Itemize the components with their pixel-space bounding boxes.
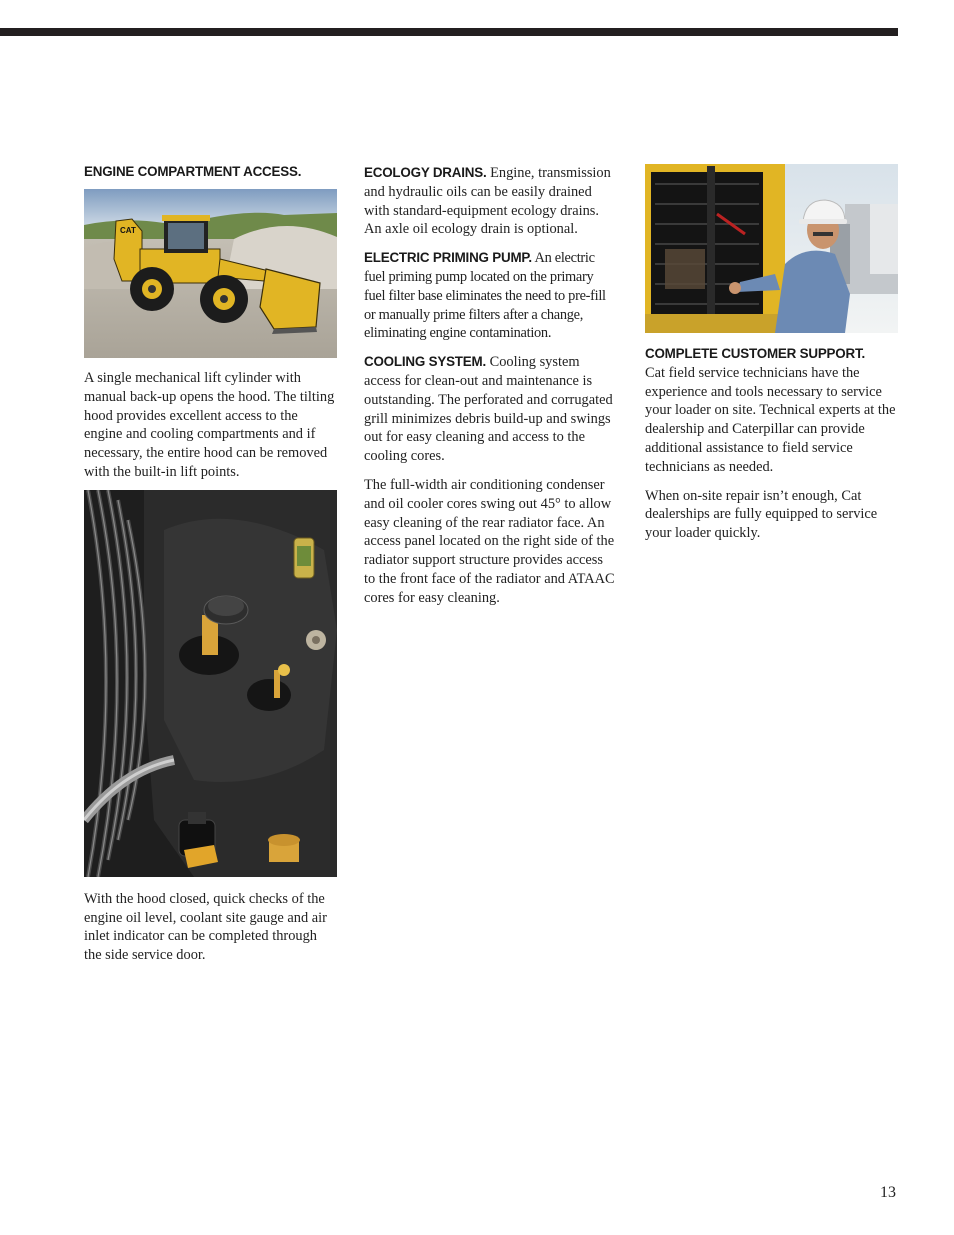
wheel-loader-photo [84,189,337,358]
column-engine-access [84,164,337,975]
engine-access-heading: ENGINE COMPARTMENT ACCESS. [84,164,302,179]
engine-access-text: A single mechanical lift cylinder with manual back-up opens the hood. The tilting hood provides excellent access to the engine and cooling compartments and if necessary, the entire hood can be removed with the built-in lift points. [84,370,335,480]
column-drains-cooling [364,164,617,618]
priming-pump-heading: ELECTRIC PRIMING PUMP. [364,250,532,266]
customer-support-text: Cat field service technicians have the experience and tools necessary to service your loader on site. Technical experts at the dealership and Caterpillar can provide additional assistance to field service technicians as needed. [645,364,896,475]
customer-support-heading: COMPLETE CUSTOMER SUPPORT. [645,346,865,361]
cooling-system-text: Cooling system access for clean-out and maintenance is outstanding. The perforated and corrugated grill minimizes debris build-up and swings out for easy cleaning and access to the cooling cores. [364,354,613,465]
cooling-system-heading: COOLING SYSTEM. [364,354,486,370]
onsite-repair-text: When on-site repair isn’t enough, Cat dealerships are fully equipped to service your loader quickly. [645,487,878,542]
ecology-drains-section [364,164,617,239]
customer-support-section [645,345,898,477]
top-rule [0,28,898,36]
cooling-system-section [364,353,617,466]
technician-photo [645,164,898,333]
priming-pump-section [364,249,617,343]
priming-pump-text: An electric fuel priming pump located on the primary fuel filter base eliminates the need to pre-fill or manually prime filters after a change, eliminating engine contamination. [364,250,606,342]
side-door-text: With the hood closed, quick checks of the engine oil level, coolant site gauge and air inlet indicator can be completed through the side service door. [84,890,327,964]
ecology-drains-text: Engine, transmission and hydraulic oils can be easily drained with standard-equipment ecology drains. An axle oil ecology drain is optional. [364,165,611,238]
loader-logo: CAT [120,226,136,235]
column-customer-support [645,164,898,553]
engine-service-photo [84,490,337,877]
page-number: 13 [880,1184,896,1201]
ecology-drains-heading: ECOLOGY DRAINS. [364,165,487,180]
condenser-text: The full-width air conditioning condenser and oil cooler cores swing out 45° to allow easy cleaning of the rear radiator face. An access panel located on the right side of the radiator support structure provides access to the front face of the radiator and ATAAC cores for easy cleaning. [364,476,615,606]
